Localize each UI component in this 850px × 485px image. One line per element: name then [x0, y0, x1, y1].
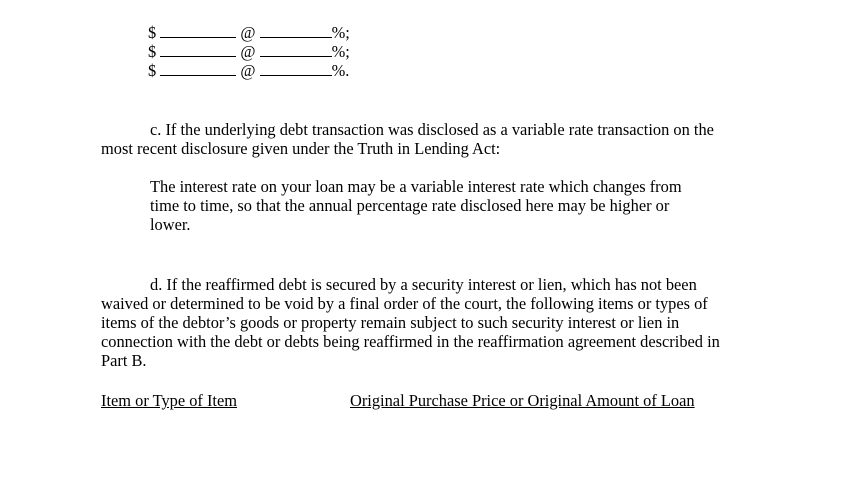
item-column-header: Item or Type of Item	[101, 391, 238, 410]
amount-field[interactable]	[160, 24, 236, 38]
amount-field[interactable]	[160, 43, 236, 57]
at-sign: @	[240, 42, 256, 61]
section-c-line-2: most recent disclosure given under the Truth in Lending Act:	[101, 139, 501, 158]
section-d-line-2: waived or determined to be void by a final order of the court, the following items or types of	[101, 294, 708, 313]
rate-suffix: %.	[331, 61, 350, 80]
notice-line-2: time to time, so that the annual percentage rate disclosed here may be higher or	[150, 196, 670, 215]
rate-line-3	[148, 62, 349, 80]
dollar-sign: $	[148, 42, 157, 61]
rate-field[interactable]	[260, 62, 332, 76]
section-d-line-1: d. If the reaffirmed debt is secured by a security interest or lien, which has not been	[150, 275, 697, 294]
rate-line-1	[148, 24, 350, 42]
amount-field[interactable]	[160, 62, 236, 76]
notice-line-3: lower.	[150, 215, 191, 234]
at-sign: @	[240, 61, 256, 80]
section-d-line-3: items of the debtor’s goods or property remain subject to such security interest or lien in	[101, 313, 680, 332]
dollar-sign: $	[148, 61, 157, 80]
section-d-line-5: Part B.	[101, 351, 147, 370]
section-c-line-1: c. If the underlying debt transaction was disclosed as a variable rate transaction on the	[150, 120, 714, 139]
rate-line-2	[148, 43, 350, 61]
rate-field[interactable]	[260, 24, 332, 38]
rate-field[interactable]	[260, 43, 332, 57]
at-sign: @	[240, 23, 256, 42]
dollar-sign: $	[148, 23, 157, 42]
section-d-line-4: connection with the debt or debts being reaffirmed in the reaffirmation agreement described in	[101, 332, 720, 351]
rate-suffix: %;	[331, 42, 350, 61]
notice-line-1: The interest rate on your loan may be a variable interest rate which changes from	[150, 177, 682, 196]
price-column-header: Original Purchase Price or Original Amount of Loan	[350, 391, 695, 410]
rate-suffix: %;	[331, 23, 350, 42]
